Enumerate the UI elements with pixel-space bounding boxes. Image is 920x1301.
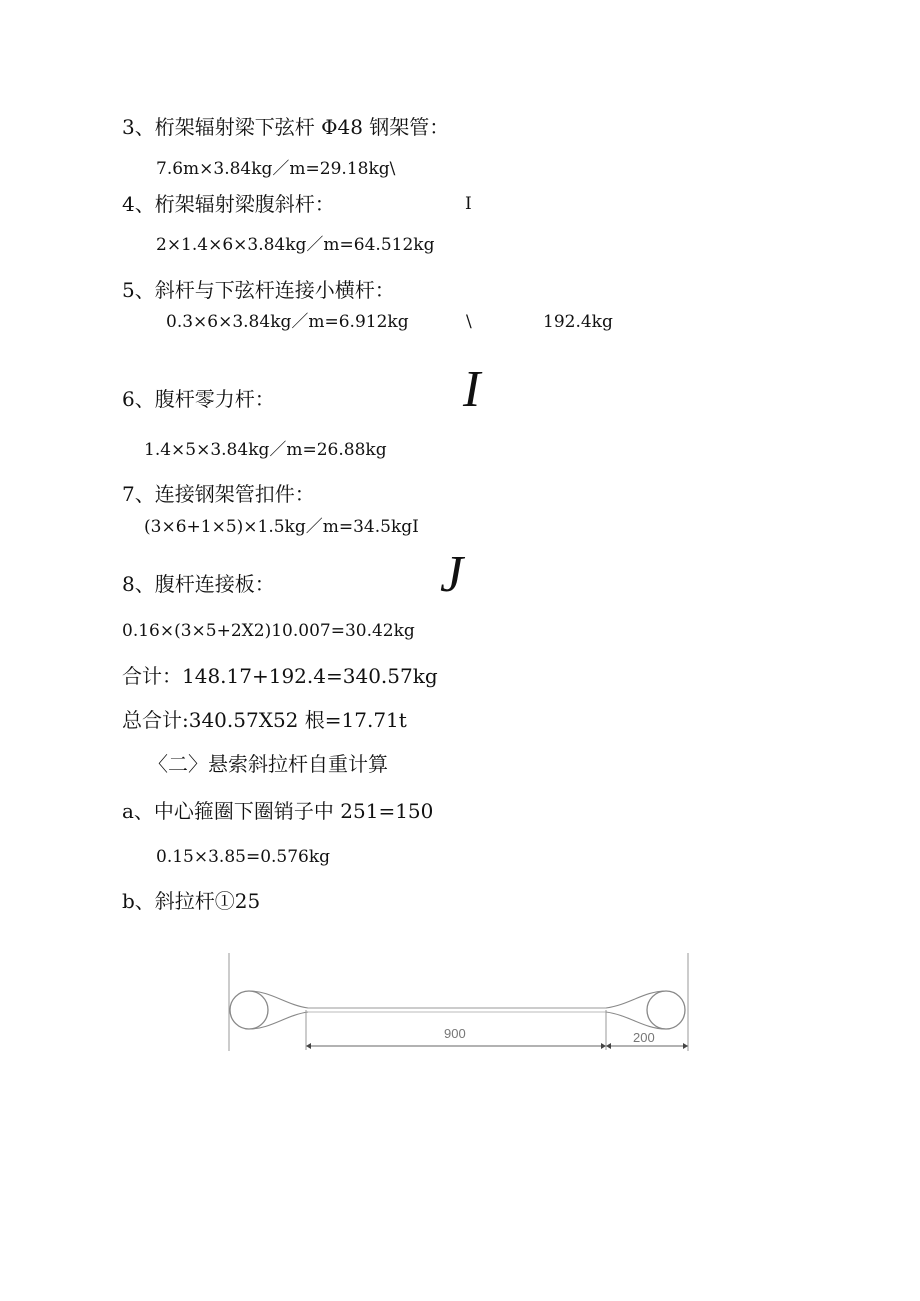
item-8-title: 8、腹杆连接板：	[122, 572, 275, 596]
item-4-title: 4、桁架辐射梁腹斜杆：	[122, 192, 335, 216]
item-7-formula: (3×6+1×5)×1.5kg／m=34.5kgI	[144, 517, 419, 537]
item-3-formula: 7.6m×3.84kg／m=29.18kg\	[156, 159, 396, 179]
item-6-title: 6、腹杆零力杆：	[122, 387, 275, 411]
item-a-formula: 0.15×3.85=0.576kg	[156, 847, 331, 867]
item-5-subtotal: 192.4kg	[543, 312, 613, 332]
grand-total: 总合计:340.57X52 根=17.71t	[122, 708, 407, 732]
dimension-200-label: 200	[633, 1030, 655, 1045]
item-5-formula: 0.3×6×3.84kg／m=6.912kg	[166, 312, 409, 332]
item-8-formula: 0.16×(3×5+2X2)10.007=30.42kg	[122, 621, 415, 641]
dimension-900-label: 900	[444, 1026, 466, 1041]
item-b-title: b、斜拉杆①25	[122, 889, 261, 913]
item-3-title: 3、桁架辐射梁下弦杆 Φ48 钢架管：	[122, 115, 450, 139]
tie-rod-diagram	[226, 950, 696, 1060]
dim-arrow-end	[683, 1043, 688, 1049]
item-5-mark: \	[466, 312, 472, 332]
left-eye-ring	[230, 991, 268, 1029]
item-5-title: 5、斜杆与下弦杆连接小横杆：	[122, 278, 395, 302]
dim-arrow-start	[306, 1043, 311, 1049]
item-7-title: 7、连接钢架管扣件：	[122, 482, 315, 506]
item-4-mark: I	[465, 194, 472, 214]
left-eye-taper	[249, 991, 308, 1029]
item-6-formula: 1.4×5×3.84kg／m=26.88kg	[144, 440, 387, 460]
section-heading: 〈二〉悬索斜拉杆自重计算	[148, 752, 388, 776]
right-eye-ring	[647, 991, 685, 1029]
item-a-title: a、中心箍圈下圈销子中 251=150	[122, 799, 434, 823]
item-6-mark: I	[463, 361, 481, 418]
item-8-mark: J	[440, 546, 464, 603]
item-4-formula: 2×1.4×6×3.84kg／m=64.512kg	[156, 235, 435, 255]
right-eye-taper	[606, 991, 666, 1029]
subtotal: 合计：148.17+192.4=340.57kg	[122, 664, 438, 688]
